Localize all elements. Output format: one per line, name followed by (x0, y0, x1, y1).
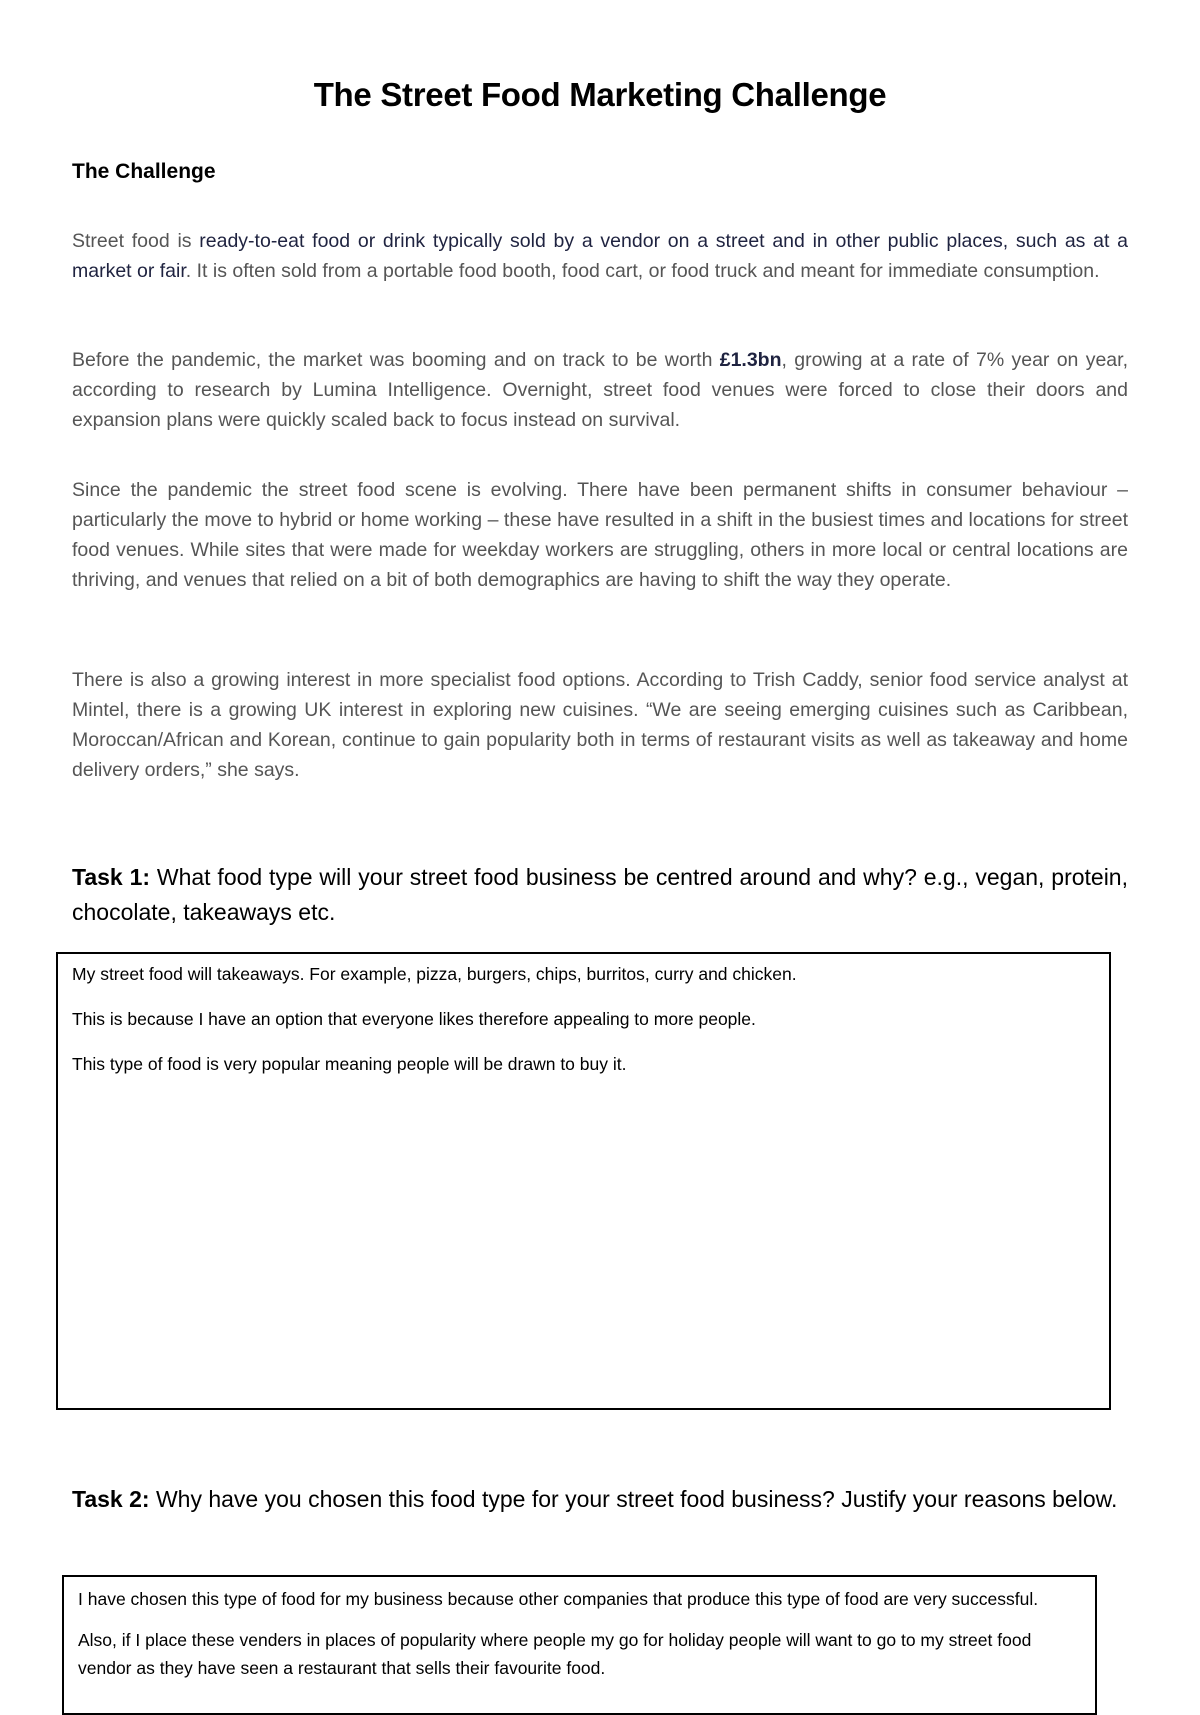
paragraph-link-text: ready-to-eat food or drink typically sold by a vendor on a street and in other public places, such as at a market or fair (72, 230, 1128, 282)
task1-label: Task 1: (72, 864, 151, 890)
paragraph-text: Street food is (72, 230, 200, 252)
task2-label: Task 2: (72, 1486, 150, 1512)
paragraph-text: . It is often sold from a portable food booth, food cart, or food truck and meant for immediate consumption. (185, 260, 1100, 282)
task1-question: What food type will your street food business be centred around and why? e.g., vegan, protein, chocolate, takeaways etc. (72, 864, 1128, 925)
answer-line: I have chosen this type of food for my business because other companies that produce this type of food are very successful. (78, 1589, 1039, 1609)
task2-prompt (72, 1482, 1128, 1517)
market-value: £1.3bn (719, 349, 782, 371)
paragraph-pandemic: Since the pandemic the street food scene is evolving. There have been permanent shifts in consumer behaviour – particularly the move to hybrid or home working – these have resulted in a shift in the busiest times and locations for street food venues. While sites that were made for weekday workers are struggling, others in more local or central locations are thriving, and venues that relied on a bit of both demographics are having to shift the way they operate. (72, 479, 1128, 591)
section-heading: The Challenge (72, 160, 216, 183)
paragraph-specialist: There is also a growing interest in more specialist food options. According to Trish Caddy, senior food service analyst at Mintel, there is a growing UK interest in exploring new cuisines. “We are seeing emerging cuisines such as Caribbean, Moroccan/African and Korean, continue to gain popularity both in terms of restaurant visits as well as takeaway and home delivery orders,” she says. (72, 669, 1128, 781)
task2-answer-box[interactable] (62, 1575, 1097, 1715)
paragraph-definition (72, 226, 1128, 286)
paragraph-market (72, 345, 1128, 435)
task2-question: Why have you chosen this food type for your street food business? Justify your reasons below. (149, 1486, 1118, 1512)
task1-prompt (72, 860, 1128, 930)
page-title: The Street Food Marketing Challenge (313, 76, 887, 113)
answer-line: This is because I have an option that everyone likes therefore appealing to more people. (72, 1009, 756, 1029)
answer-line: This type of food is very popular meaning people will be drawn to buy it. (72, 1054, 627, 1074)
paragraph-text: Before the pandemic, the market was booming and on track to be worth (72, 349, 720, 371)
answer-line: My street food will takeaways. For example, pizza, burgers, chips, burritos, curry and chicken. (72, 964, 797, 984)
paragraph-text: , growing at a rate of 7% year on year, according to research by Lumina Intelligence. Overnight, street food venues were forced to close their doors and expansion plans were quickly scaled back to focus instead on survival. (72, 349, 1128, 431)
task1-answer-box[interactable] (56, 952, 1111, 1410)
answer-line: Also, if I place these venders in places of popularity where people my go for holiday people will want to go to my street food vendor as they have seen a restaurant that sells their favourite food. (78, 1630, 1032, 1678)
